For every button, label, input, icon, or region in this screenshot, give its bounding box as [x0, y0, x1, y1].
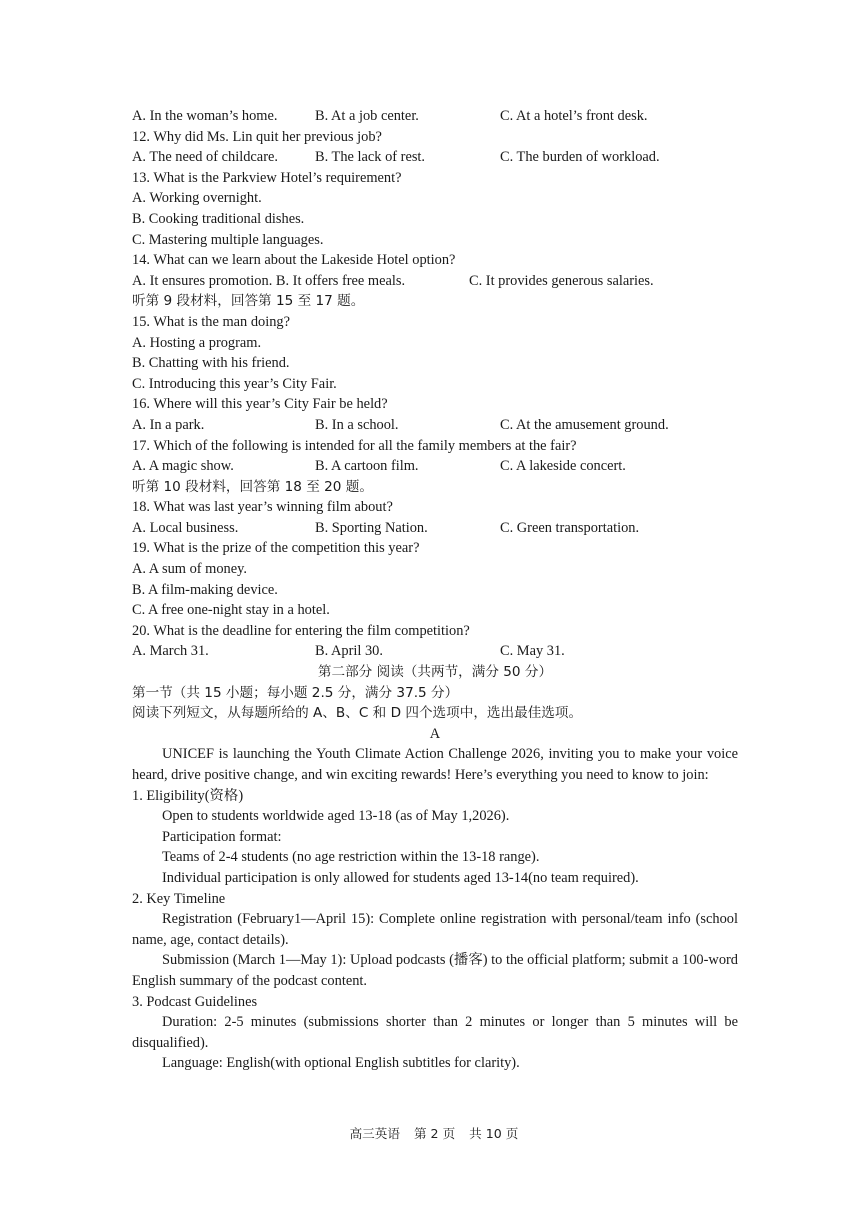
q18-options	[132, 518, 738, 539]
passage-label: A	[429, 725, 441, 742]
option-a: A. March 31.	[132, 643, 209, 660]
option-a: A. Hosting a program.	[132, 334, 262, 351]
option-c: C. Green transportation.	[500, 519, 640, 536]
eligibility-line: Individual participation is only allowed for students aged 13-14(no team required).	[162, 869, 639, 886]
option-a-b: A. It ensures promotion. B. It offers free meals.	[132, 272, 406, 289]
option-b: B. Chatting with his friend.	[132, 355, 290, 372]
option-a: A. Working overnight.	[132, 190, 262, 207]
heading-timeline: 2. Key Timeline	[132, 890, 226, 907]
option-b: B. In a school.	[315, 416, 399, 433]
footer-page-number: 第 2 页	[413, 1126, 456, 1141]
q16-options	[132, 415, 738, 436]
option-c: C. A free one-night stay in a hotel.	[132, 602, 330, 619]
question-20: 20. What is the deadline for entering the film competition?	[132, 622, 470, 639]
part-title: 第二部分 阅读（共两节，满分 50 分）	[317, 664, 553, 681]
question-18: 18. What was last year’s winning film about?	[132, 499, 393, 516]
option-a: A. In a park.	[132, 416, 205, 433]
question-19: 19. What is the prize of the competition this year?	[132, 540, 420, 557]
section-instruction-9: 听第 9 段材料，回答第 15 至 17 题。	[132, 293, 365, 310]
eligibility-line: Teams of 2-4 students (no age restriction within the 13-18 range).	[162, 849, 540, 866]
option-b: B. The lack of rest.	[315, 149, 426, 166]
option-a: A. A sum of money.	[132, 561, 247, 578]
option-c: C. At a hotel’s front desk.	[500, 108, 648, 124]
question-13: 13. What is the Parkview Hotel’s requirement?	[132, 169, 402, 186]
guideline-language: Language: English(with optional English subtitles for clarity).	[162, 1055, 520, 1072]
option-b: B. Sporting Nation.	[315, 519, 428, 536]
option-c: C. Introducing this year’s City Fair.	[132, 375, 337, 392]
option-a: A. Local business.	[132, 519, 239, 536]
question-17: 17. Which of the following is intended for all the family members at the fair?	[132, 437, 577, 454]
option-b: B. At a job center.	[315, 108, 419, 124]
heading-guidelines: 3. Podcast Guidelines	[132, 993, 258, 1010]
option-c: C. May 31.	[500, 643, 565, 660]
option-b: B. Cooking traditional dishes.	[132, 210, 305, 227]
option-a: A. The need of childcare.	[132, 149, 278, 166]
option-c: C. A lakeside concert.	[500, 458, 626, 475]
question-14: 14. What can we learn about the Lakeside Hotel option?	[132, 252, 456, 269]
option-b: B. A cartoon film.	[315, 458, 419, 475]
question-12: 12. Why did Ms. Lin quit her previous job?	[132, 128, 382, 145]
option-c: C. It provides generous salaries.	[469, 272, 654, 289]
q11-options	[132, 106, 738, 127]
page-footer	[0, 1123, 868, 1142]
eligibility-line: Participation format:	[162, 828, 282, 845]
question-15: 15. What is the man doing?	[132, 313, 291, 330]
option-b: B. A film-making device.	[132, 581, 278, 598]
option-b: B. April 30.	[315, 643, 383, 660]
footer-subject: 高三英语	[349, 1126, 400, 1141]
reading-instruction: 阅读下列短文，从每题所给的 A、B、C 和 D 四个选项中，选出最佳选项。	[132, 705, 583, 722]
q20-options	[132, 641, 738, 662]
eligibility-line: Open to students worldwide aged 13-18 (as of May 1,2026).	[162, 808, 510, 825]
q12-options	[132, 147, 738, 168]
timeline-submission: Submission (March 1—May 1): Upload podcasts (播客) to the official platform; submit a 100-word English summary of the podcast content.	[132, 952, 738, 989]
section-instruction-10: 听第 10 段材料，回答第 18 至 20 题。	[132, 478, 373, 495]
option-c: C. The burden of workload.	[500, 149, 660, 166]
option-c: C. At the amusement ground.	[500, 416, 669, 433]
question-16: 16. Where will this year’s City Fair be held?	[132, 396, 388, 413]
option-c: C. Mastering multiple languages.	[132, 231, 324, 248]
q17-options	[132, 456, 738, 477]
page-content	[132, 106, 738, 1074]
passage-intro: UNICEF is launching the Youth Climate Action Challenge 2026, inviting you to make your voice heard, drive positive change, and win exciting rewards! Here’s everything you need to know to join:	[132, 746, 738, 783]
option-a: A. In the woman’s home.	[132, 108, 278, 124]
q14-options	[132, 271, 738, 292]
section-title: 第一节（共 15 小题；每小题 2.5 分，满分 37.5 分）	[132, 684, 459, 701]
option-a: A. A magic show.	[132, 458, 234, 475]
footer-total-pages: 共 10 页	[469, 1126, 519, 1141]
timeline-registration: Registration (February1—April 15): Complete online registration with personal/team info (school name, age, contact details).	[132, 911, 738, 948]
guideline-duration: Duration: 2-5 minutes (submissions shorter than 2 minutes or longer than 5 minutes will be disqualified).	[132, 1014, 738, 1051]
heading-eligibility: 1. Eligibility(资格)	[132, 787, 244, 804]
